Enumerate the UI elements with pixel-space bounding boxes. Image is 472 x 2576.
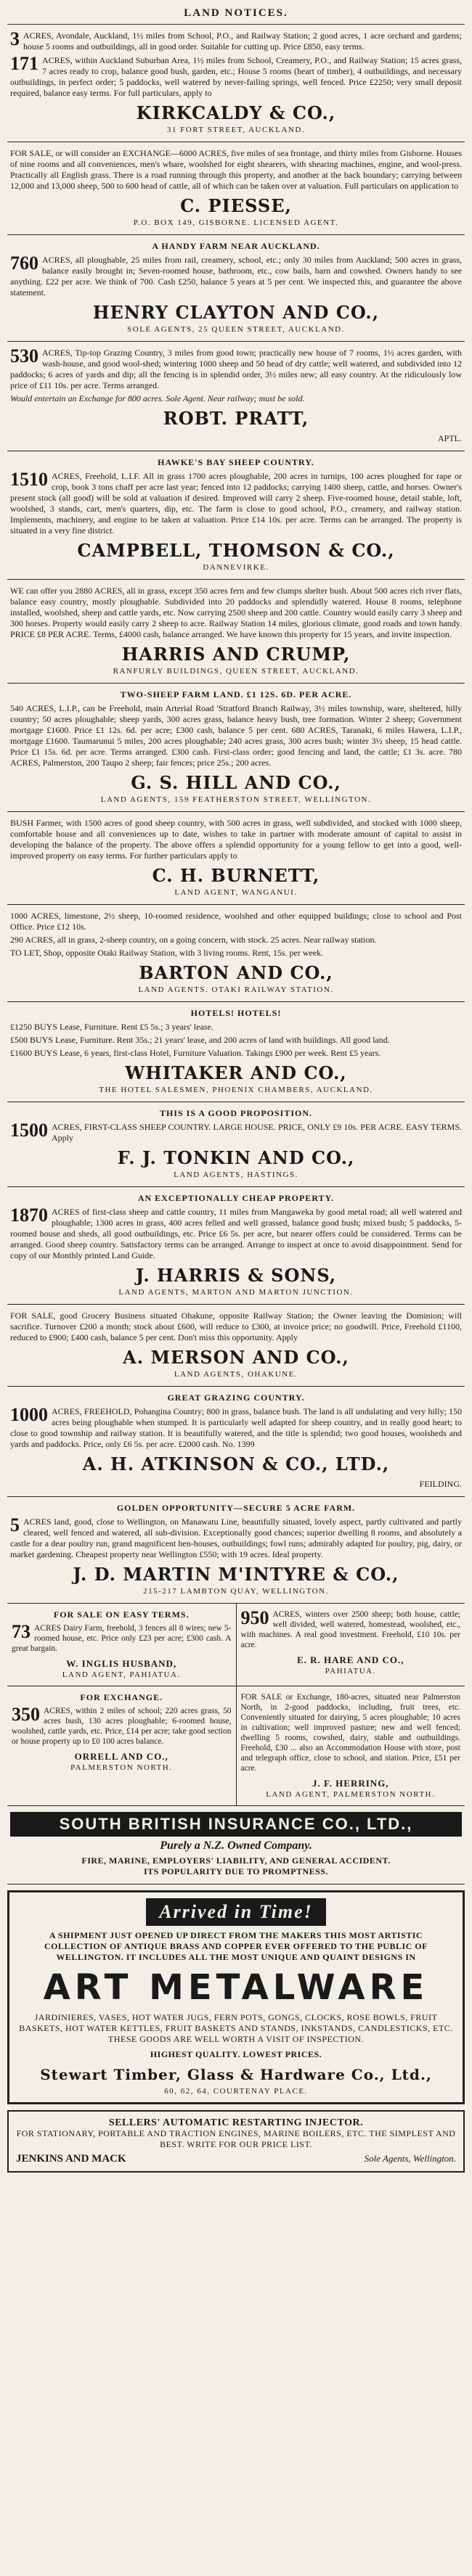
land-ad [7, 684, 465, 812]
ad-title: FOR EXCHANGE. [80, 1692, 163, 1702]
insurance-name: SOUTH BRITISH INSURANCE CO., LTD., [10, 1812, 462, 1837]
agent-name: A. H. ATKINSON & CO., LTD., [82, 1453, 390, 1474]
art-title: ART METALWARE [43, 1967, 429, 2008]
agent-name: J. D. MARTIN M'INTYRE & CO., [73, 1564, 399, 1585]
acreage: 1500 [10, 1120, 48, 1141]
ad-line: £1600 BUYS Lease, 6 years, first-class Hotel, Furniture Valuation. Takings £900 per week. Rent £5 years. [10, 1048, 381, 1058]
land-ad [7, 235, 465, 342]
agent-address: PALMERSTON NORTH. [70, 1763, 173, 1772]
agent-address: 31 FORT STREET, AUCKLAND. [166, 126, 306, 134]
agent-address: LAND AGENTS. OTAKI RAILWAY STATION. [138, 985, 334, 994]
ad-subhead: THIS IS A GOOD PROPOSITION. [159, 1108, 313, 1118]
agent-name: J. HARRIS & SONS, [135, 1265, 337, 1286]
ad-body: 3 ACRES, Avondale, Auckland, 1½ miles from School, P.O., and Railway Station; 2 good acres, 1 acre orchard and gardens; house 5 rooms and outbuildings, all in good order. Suitable for cutting up. Price £850, easy terms. [10, 28, 462, 52]
agent-address: 215-217 LAMBTON QUAY, WELLINGTON. [143, 1587, 329, 1596]
land-ad [7, 1305, 465, 1387]
agent-address: LAND AGENTS, MARTON AND MARTON JUNCTION. [118, 1288, 354, 1297]
ad-right [237, 1686, 465, 1805]
ad-subhead: GOLDEN OPPORTUNITY—SECURE 5 ACRE FARM. [116, 1503, 356, 1513]
insurance-tagline: Purely a N.Z. Owned Company. [160, 1839, 312, 1852]
ad-body: 1870 ACRES of first-class sheep and cattle country, 11 miles from Mangaweka by good metal road; all well watered and ploughable; 1300 acres in grass, 400 acres felled and well grassed, balance good bush; mixed bush; 5 paddocks, 5-roomed house and sheds, all good outbuildings, etc. Price £6 5s. per acre, but nearer offers could be considered. Terms can be arranged. Good sheep country. Satisfactory terms can be arranged. Arrange to inspect at once to avoid disappointment. Send for copy of our Monthly printed Land Guide. [10, 1205, 462, 1260]
acreage: 350 [12, 1704, 40, 1725]
injector-agent-tag: Sole Agents, Wellington. [364, 2153, 456, 2164]
acreage: 73 [12, 1621, 30, 1642]
agent-address: P.O. BOX 149, GISBORNE. LICENSED AGENT. [133, 218, 339, 227]
ad-body: 73 ACRES Dairy Farm, freehold, 3 fences all 8 wires; new 5-roomed house, etc. Price only £23 per acre; £300 cash. A great bargain. [12, 1621, 232, 1653]
agent-address: RANFURLY BUILDINGS, QUEEN STREET, AUCKLAND. [113, 667, 359, 676]
ad-body: 1000 ACRES, FREEHOLD, Pohangina Country; 800 in grass, balance bush. The land is all undulating and very hilly; 150 acres being ploughable when stumped. It is particularly well adapted for sheep country, and in really good heart; to close to good township and railway station. It is beautifully watered, and the title is splendid; two good houses, woolsheds and yards and paddocks. Price, only £6 5s. per acre. £2000 cash. No. 1399 [10, 1404, 462, 1449]
land-ad [7, 451, 465, 580]
ad-subhead: TWO-SHEEP FARM LAND. £1 12S. 6D. PER ACRE. [120, 689, 352, 700]
art-company: Stewart Timber, Glass & Hardware Co., Ltd., [40, 2066, 432, 2083]
land-ad [7, 905, 465, 1002]
ad-body: 760 ACRES, all ploughable, 25 miles from rail, creamery, school, etc.; only 30 miles from Auckland; 500 acres in grass, balance easily brought in; Seven-roomed house, bathroom, etc., cow bails, barn and cowshed. Owners handy to see anything. £22 per acre. We think of 700. Cash £250, balance 5 years at 5 per cent. We inspected this, and guarantee the above statement. [10, 253, 462, 298]
insurance-line-2: ITS POPULARITY DUE TO PROMPTNESS. [144, 1866, 328, 1876]
agent-address: LAND AGENT, PALMERSTON NORTH. [266, 1790, 436, 1799]
ad-body: 171 ACRES, within Auckland Suburban Area, 1½ miles from School, Creamery, P.O., and Railway Station; 15 acres grass, 7 acres ready to crop, balance good bush, garden, etc.; House 5 rooms (heart of timber), 4 outbuildings, and necessary outbuildings, in perfect order; 5 paddocks, well watered by never-failing springs, well fenced. Price £2250; very small deposit required, balance easy terms. For full particulars, apply to [10, 53, 462, 98]
acreage: 171 [10, 53, 38, 74]
ad-footer: Would entertain an Exchange for 800 acres. Sole Agent. Near railway; must be sold. [10, 393, 305, 403]
acreage: 1000 [10, 1404, 48, 1425]
insurance-line-1: FIRE, MARINE, EMPLOYERS' LIABILITY, AND GENERAL ACCIDENT. [81, 1855, 391, 1866]
ad-left [7, 1604, 237, 1686]
agent-name: WHITAKER AND CO., [125, 1062, 347, 1083]
art-quality: HIGHEST QUALITY. LOWEST PRICES. [150, 2049, 322, 2059]
agent-name: KIRKCALDY & CO., [136, 102, 336, 123]
agent-name: CAMPBELL, THOMSON & CO., [77, 540, 395, 561]
agent-name: C. H. BURNETT, [152, 865, 320, 886]
acreage: 1510 [10, 469, 48, 490]
ad-line: 290 ACRES, all in grass, 2-sheep country, on a going concern, with stock. 25 acres. Near railway station. [10, 935, 377, 945]
land-ad [7, 25, 465, 142]
acreage: 760 [10, 253, 38, 274]
agent-name: F. J. TONKIN AND CO., [117, 1147, 355, 1168]
agent-address: LAND AGENTS, HASTINGS. [174, 1170, 298, 1179]
ad-body: 530 ACRES, Tip-top Grazing Country, 3 miles from good town; practically new house of 7 rooms, 1½ acres garden, with wash-house, and good wool-shed; wintering 1000 sheep and 50 head of dry cattle; well watered, and subdivided into 12 paddocks; 6 acres of yards and dip; all the fencing is in splendid order, 3½ miles new; all easy country. At the ridiculously low price of £11 10s. per acre. Terms arranged. [10, 345, 462, 390]
ad-left [7, 1686, 237, 1805]
agent-address: LAND AGENTS, OHAKUNE. [174, 1370, 298, 1379]
injector-body: FOR STATIONARY, PORTABLE AND TRACTION ENGINES, MARINE BOILERS, ETC. THE SIMPLEST AND BEST. WRITE FOR OUR PRICE LIST. [16, 2128, 456, 2149]
ad-body: 540 ACRES, L.I.P., can be Freehold, main Arterial Road 'Stratford Branch Railway, 3½ miles township, ware, sheltered, hilly country; 50 acres ploughable; sheep yards, 300 acres grass, balance heavy bush, tree formation. Winter 2 sheep; Government mortgage £1600. Price £1 12s. 6d. per acre; £300 cash, balance 5 per cent. 680 ACRES, Taranaki, 6 miles Hawera, L.I.P., mortgage £1600. Taumarunui 5 miles, 200 acres ploughable; 240 acres grass, 300 acres bush; winter 3½ sheep, 15 head cattle. Price £1 15s. 6d. per acre. Terms arranged. £300 cash. First-class order; good fencing and land, the cattle; £1 3s. acre. 780 ACRES, Palmerston, 200 Taupo 2 sheep; fair fences; price 25s.; 200 acres. [10, 703, 462, 768]
ad-body: FOR SALE, good Grocery Business situated Ohakune, opposite Railway Station; the Owner leaving the Dominion; will sacrifice. Turnover £200 a month; stock about £600, will reduce to £300, at invoice price; no goodwill. Price, Freehold £1100, reduced to £900; £400 cash, balance 5 per cent. Don't miss this opportunity. Apply [10, 1310, 462, 1342]
land-ad [7, 1187, 465, 1305]
section-title: LAND NOTICES. [7, 4, 465, 25]
land-ad [7, 342, 465, 451]
agent-address: LAND AGENTS, 159 FEATHERSTON STREET, WELLINGTON. [100, 795, 372, 804]
agent-address: PAHIATUA. [325, 1667, 376, 1675]
agent-name: J. F. HERRING, [312, 1778, 389, 1789]
agent-name: G. S. HILL AND CO., [131, 772, 341, 793]
agent-name: W. INGLIS HUSBAND, [66, 1658, 177, 1669]
agent-name: BARTON AND CO., [139, 962, 333, 983]
acreage: 530 [10, 345, 38, 366]
injector-agent: JENKINS AND MACK [16, 2153, 126, 2165]
ad-subhead: HOTELS! HOTELS! [190, 1008, 282, 1018]
ad-body: 5 ACRES land, good, close to Wellington, on Manawatu Line, beautifully situated, lovely aspect, partly cultivated and partly cleared, well fenced and watered, all sub-division. Exceptionally good chances; superior dwelling 8 rooms, and absolutely a castle for a dear poultry run, grand magnificent hen-houses, outbuildings; fowl runs; admirably adapted for poultry, pig, dairy, or market gardening. Cheapest property near Wellington £550; with 19 acres. Ideal property. [10, 1514, 462, 1559]
acreage: 950 [240, 1607, 269, 1628]
ad-body: FOR SALE, or will consider an EXCHANGE—6000 ACRES, five miles of sea frontage, and thirty miles from Gisborne. Houses of nine rooms and all conveniences, men's whare, woolshed for eight shearers, with shearing machines, engine, and wool-press. Practically all English grass. There is a road running through this property, and another at the back boundary; carrying between 12,000 and 13,000 sheep, 500 to 600 head of cattle, all of which can be taken over at valuation. Full particulars on application to [10, 148, 462, 191]
ad-body: 350 ACRES, within 2 miles of school; 220 acres grass, 50 acres bush, 130 acres ploughable; 6-roomed house, woolshed, cattle yards, etc. Price, £14 per acre; take good section or house property up to £0 100 acres balance. [12, 1704, 232, 1746]
agent-name: E. R. HARE AND CO., [296, 1654, 404, 1665]
ad-line: £1250 BUYS Lease, Furniture. Rent £5 5s.; 3 years' lease. [10, 1022, 213, 1032]
land-ad [7, 1497, 465, 1604]
injector-title: SELLERS' AUTOMATIC RESTARTING INJECTOR. [108, 2117, 364, 2128]
land-ad [7, 1102, 465, 1187]
art-intro: A SHIPMENT JUST OPENED UP DIRECT FROM THE MAKERS THIS MOST ARTISTIC COLLECTION OF ANTIQUE BRASS AND COPPER EVER OFFERED TO THE PUBLIC OF WELLINGTON. IT INCLUDES ALL THE MOST UNIQUE AND QUAINT DESIGNS IN [44, 1930, 428, 1962]
agent-address: LAND AGENT, WANGANUI. [174, 888, 298, 897]
agent-name: ROBT. PRATT, [163, 408, 309, 429]
ad-line: 1000 ACRES, limestone, 2½ sheep, 10-roomed residence, woolshed and other equipped buildings; close to school and Post Office. Price £12 10s. [10, 911, 462, 932]
agent-address: SOLE AGENTS, 25 QUEEN STREET, AUCKLAND. [127, 325, 345, 334]
agent-name: C. PIESSE, [180, 195, 292, 216]
acreage: 3 [10, 28, 20, 49]
two-col-row-2 [7, 1686, 465, 1806]
two-col-row-1 [7, 1604, 465, 1686]
agent-tag: APTL. [438, 433, 462, 443]
agent-name: HARRIS AND CRUMP, [121, 644, 351, 665]
ad-body: 950 ACRES, winters over 2500 sheep; both house, cattle; well divided, well watered, homestead, woolshed, etc., with machines. A real good investment. Freehold, £10 10s. per acre. [240, 1607, 460, 1649]
arrived-banner: Arrived in Time! [146, 1898, 326, 1926]
agent-tag: FEILDING. [419, 1479, 462, 1489]
injector-ad [7, 2110, 465, 2173]
acreage: 5 [10, 1514, 20, 1535]
ad-body: WE can offer you 2880 ACRES, all in grass, except 350 acres fern and few clumps shelter bush. About 500 acres rich river flats, balance easy country, mostly ploughable. Subdivided into 20 paddocks and splendidly watered. House 8 rooms, telephone installed, woolshed, sheep and cattle yards, etc. Now carrying 2500 sheep and 200 cattle. Country would easily carry 3 sheep and 300 horses. Property would easily carry 2 sheep to acre. Railway Station 14 miles, glorious climate, good roads and town handy. PRICE £8 PER ACRE. Terms, £4000 cash, balance arranged. We have known this property for 15 years, and invite inspection. [10, 586, 462, 639]
ad-right [237, 1604, 465, 1686]
land-ad [7, 580, 465, 684]
insurance-ad [7, 1806, 465, 1884]
agent-name: A. MERSON AND CO., [123, 1347, 349, 1368]
agent-address: DANNEVIRKE. [203, 563, 269, 572]
ad-body: 1510 ACRES, Freehold, L.I.F. All in grass 1700 acres ploughable, 200 acres in turnips, 100 acres ploughed for rape or crop, book 3 tons chaff per acre last year; fenced into 12 paddocks; carrying 1400 sheep, cattle, and horses. Owner's present stock (all good) will be sold at valuation if desired. Improved will carry 2 sheep. Five-roomed house, detail stable, loft, woolshed, 3 stands, cart, men's quarters, dip, etc. The farm is close to good school, P.O., creamery, and railway station. Implements, machinery, and engine to be taken at valuation. Price £14 10s. per acre. Terms can be arranged. The property is situated in a very fine district. [10, 469, 462, 536]
ad-body: FOR SALE or Exchange, 180-acres, situated near Palmerston North, in 2-good paddocks, including, fruit trees, etc. Conveniently situated for dairying, 5 acres ploughable; 10 acres in cultivation; well improved pasture; new and well fenced; dwelling 5 rooms, cowshed, dairy, stable and outbuildings. Freehold, £30 ... also an Accommodation House with store, post and telegraph office, close to school, and station. Price, £51 per acre. [240, 1693, 460, 1773]
land-ad [7, 1387, 465, 1497]
agent-address: LAND AGENT, PAHIATUA. [62, 1670, 181, 1679]
land-ad [7, 812, 465, 905]
ad-subhead: HAWKE'S BAY SHEEP COUNTRY. [158, 457, 314, 467]
agent-address: THE HOTEL SALESMEN, PHOENIX CHAMBERS, AUCKLAND. [99, 1086, 373, 1094]
art-metalware-ad [7, 1890, 465, 2104]
injector-footer [16, 2153, 456, 2165]
art-address: 60, 62, 64, COURTENAY PLACE. [164, 2087, 308, 2096]
ad-line: £500 BUYS Lease, Furniture. Rent 35s.; 21 years' lease, and 200 acres of land with buildings. All good land. [10, 1035, 390, 1045]
ad-line: TO LET, Shop, opposite Otaki Railway Station, with 3 living rooms. Rent, 15s. per week. [10, 948, 324, 958]
ad-subhead: AN EXCEPTIONALLY CHEAP PROPERTY. [137, 1193, 335, 1203]
ad-subhead: A HANDY FARM NEAR AUCKLAND. [152, 241, 320, 251]
ad-body: 1500 ACRES, FIRST-CLASS SHEEP COUNTRY. LARGE HOUSE. PRICE, ONLY £9 10s. PER ACRE. EASY TERMS. Apply [10, 1120, 462, 1143]
ads-list [7, 25, 465, 1604]
acreage: 1870 [10, 1205, 48, 1226]
ad-title: FOR SALE ON EASY TERMS. [53, 1609, 190, 1620]
land-ad [7, 1002, 465, 1102]
agent-name: ORRELL AND CO., [74, 1751, 168, 1762]
land-ad [7, 142, 465, 235]
ad-subhead: GREAT GRAZING COUNTRY. [167, 1392, 305, 1403]
ad-body: BUSH Farmer, with 1500 acres of good sheep country, with 500 acres in grass, well subdivided, and stocked with 1000 sheep, comfortable house and all conveniences up to date, wishes to take in partner with moderate amount of capital to assist in developing the balance of the property. The above offers a splendid opportunity for a young fellow to get into a good, well-improved property on easy terms. For further particulars apply to [10, 818, 462, 861]
agent-name: HENRY CLAYTON AND CO., [92, 302, 380, 323]
art-items: JARDINIERES, VASES, HOT WATER JUGS, FERN POTS, GONGS, CLOCKS, ROSE BOWLS, FRUIT BASKETS, HOT WATER KETTLES, FRUIT BASKETS AND STANDS, INKSTANDS, CANDLESTICKS, ETC. THESE GOODS ARE WELL WORTH A VISIT OF INSPECTION. [19, 2012, 453, 2044]
